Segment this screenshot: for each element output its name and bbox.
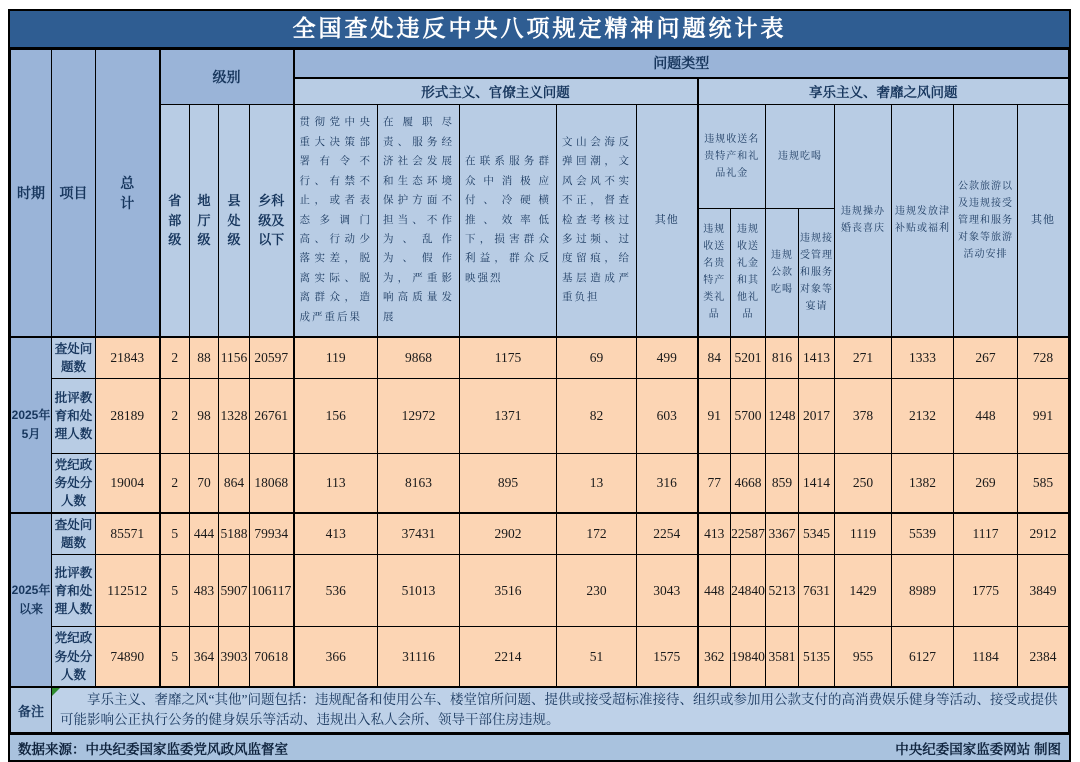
- data-cell: 5213: [766, 555, 799, 627]
- data-cell: 4668: [731, 453, 766, 513]
- period-cell: [11, 513, 52, 687]
- data-cell: 88: [190, 337, 219, 379]
- data-cell: 1414: [799, 453, 835, 513]
- data-cell: 2214: [460, 627, 557, 687]
- data-cell: 728: [1018, 337, 1069, 379]
- data-cell: 448: [954, 378, 1018, 453]
- data-cell: 113: [294, 453, 378, 513]
- col-header-gift-cash: 违规收送礼金和其他礼品: [731, 209, 766, 337]
- data-cell: 5700: [731, 378, 766, 453]
- row-label: 查处问题数: [52, 513, 96, 555]
- data-cell: 3043: [637, 555, 698, 627]
- data-cell: 499: [637, 337, 698, 379]
- col-header-formalism-3: 在联系服务群众中消极应付、冷硬横推、效率低下，损害群众利益，群众反映强烈: [460, 105, 557, 337]
- data-cell: 1575: [637, 627, 698, 687]
- data-cell: 1382: [892, 453, 954, 513]
- col-header-formalism-other: 其他: [637, 105, 698, 337]
- data-cell: 22587: [731, 513, 766, 555]
- level-label: 地厅级: [197, 193, 211, 247]
- data-cell: 51013: [378, 555, 460, 627]
- col-header-formalism-1: 贯彻党中央重大决策部署有令不行、有禁不止，或者表态多调门高、行动少落实差，脱离实际、脱离群众，造成严重后果: [294, 105, 378, 337]
- row-label: 党纪政务处分人数: [52, 453, 96, 513]
- data-cell: 991: [1018, 378, 1069, 453]
- col-header-banquet: 违规接受管理和服务对象等宴请: [799, 209, 835, 337]
- data-cell: 20597: [250, 337, 294, 379]
- data-cell: 106117: [250, 555, 294, 627]
- col-group-hedonism: 享乐主义、奢靡之风问题: [698, 78, 1069, 105]
- data-cell: 8989: [892, 555, 954, 627]
- col-header-formalism-2: 在履职尽责、服务经济社会发展和生态环境保护方面不担当、不作为、乱作为、假作为，严重影响高质量发展: [378, 105, 460, 337]
- data-cell: 316: [637, 453, 698, 513]
- data-cell: 444: [190, 513, 219, 555]
- data-cell: 98: [190, 378, 219, 453]
- period-cell: [11, 337, 52, 514]
- data-cell: 895: [460, 453, 557, 513]
- data-cell: 2384: [1018, 627, 1069, 687]
- data-cell: 366: [294, 627, 378, 687]
- data-cell: 585: [1018, 453, 1069, 513]
- col-header-item: 项目: [52, 50, 96, 337]
- data-cell: 70618: [250, 627, 294, 687]
- data-cell: 5: [160, 513, 190, 555]
- remark-label: 备注: [11, 687, 52, 733]
- col-group-problem-type: 问题类型: [294, 50, 1069, 78]
- level-label: 省部级: [168, 193, 182, 247]
- data-cell: 1333: [892, 337, 954, 379]
- data-cell: 70: [190, 453, 219, 513]
- col-header-level-province: [160, 105, 190, 337]
- data-cell: 3581: [766, 627, 799, 687]
- data-cell: 1175: [460, 337, 557, 379]
- data-cell: 24840: [731, 555, 766, 627]
- data-cell: 1328: [219, 378, 250, 453]
- col-header-period: 时期: [11, 50, 52, 337]
- table-row: [11, 555, 1069, 627]
- data-cell: 9868: [378, 337, 460, 379]
- data-cell: 5345: [799, 513, 835, 555]
- data-cell: 156: [294, 378, 378, 453]
- data-cell: 26761: [250, 378, 294, 453]
- col-header-weddings-funerals: 违规操办婚丧喜庆: [835, 105, 892, 337]
- data-cell: 230: [557, 555, 637, 627]
- col-header-gift-specialty: 违规收送名贵特产类礼品: [698, 209, 731, 337]
- row-label: 批评教育和处理人数: [52, 555, 96, 627]
- data-cell: 19840: [731, 627, 766, 687]
- data-cell: 2: [160, 453, 190, 513]
- table-body: [11, 337, 1069, 687]
- data-cell: 3367: [766, 513, 799, 555]
- footer-bar: [10, 733, 1069, 760]
- table-row: [11, 513, 1069, 555]
- data-cell: 536: [294, 555, 378, 627]
- data-cell: 816: [766, 337, 799, 379]
- data-cell: 12972: [378, 378, 460, 453]
- data-cell: 1413: [799, 337, 835, 379]
- data-cell: 2132: [892, 378, 954, 453]
- data-cell: 13: [557, 453, 637, 513]
- data-cell: 2902: [460, 513, 557, 555]
- statistics-table: [10, 49, 1069, 733]
- table-remark: [11, 687, 1069, 733]
- table-row: [11, 453, 1069, 513]
- data-cell: 5135: [799, 627, 835, 687]
- data-cell: 7631: [799, 555, 835, 627]
- col-group-formalism: 形式主义、官僚主义问题: [294, 78, 698, 105]
- table-header: [11, 50, 1069, 337]
- data-cell: 2254: [637, 513, 698, 555]
- data-cell: 1248: [766, 378, 799, 453]
- data-cell: 31116: [378, 627, 460, 687]
- data-cell: 413: [698, 513, 731, 555]
- period-label: 2025年5月: [11, 407, 51, 441]
- data-cell: 5539: [892, 513, 954, 555]
- data-cell: 82: [557, 378, 637, 453]
- col-group-eating: 违规吃喝: [766, 105, 835, 209]
- data-cell: 378: [835, 378, 892, 453]
- data-cell: 269: [954, 453, 1018, 513]
- col-header-formalism-4: 文山会海反弹回潮，文风会风不实不正，督查检查考核过多过频、过度留痕，给基层造成严重负担: [557, 105, 637, 337]
- data-cell: 74890: [96, 627, 160, 687]
- col-header-public-funds-dining: 违规公款吃喝: [766, 209, 799, 337]
- row-label: 查处问题数: [52, 337, 96, 379]
- data-cell: 5: [160, 555, 190, 627]
- table-row: [11, 378, 1069, 453]
- data-cell: 37431: [378, 513, 460, 555]
- data-cell: 267: [954, 337, 1018, 379]
- data-cell: 91: [698, 378, 731, 453]
- col-header-level-prefecture: [190, 105, 219, 337]
- credit-text: 中央纪委国家监委网站 制图: [895, 741, 1061, 757]
- data-cell: 448: [698, 555, 731, 627]
- data-cell: 2912: [1018, 513, 1069, 555]
- data-cell: 364: [190, 627, 219, 687]
- level-label: 乡科级及以下: [258, 193, 285, 247]
- data-cell: 19004: [96, 453, 160, 513]
- data-cell: 1156: [219, 337, 250, 379]
- data-cell: 112512: [96, 555, 160, 627]
- col-header-total: [96, 50, 160, 337]
- data-cell: 1775: [954, 555, 1018, 627]
- data-cell: 864: [219, 453, 250, 513]
- data-cell: 21843: [96, 337, 160, 379]
- statistics-table-frame: [8, 9, 1071, 762]
- data-cell: 119: [294, 337, 378, 379]
- data-cell: 5: [160, 627, 190, 687]
- level-label: 县处级: [227, 193, 241, 247]
- row-label: 党纪政务处分人数: [52, 627, 96, 687]
- data-cell: 51: [557, 627, 637, 687]
- data-cell: 1184: [954, 627, 1018, 687]
- remark-text-content: 享乐主义、奢靡之风“其他”问题包括：违规配备和使用公车、楼堂馆所问题、提供或接受超标准接待、组织或参加用公款支付的高消费娱乐健身等活动、接受或提供可能影响公正执行公务的健身娱乐等活动、违规出入私人会所、领导干部住房违规。: [60, 691, 1058, 728]
- data-cell: 3516: [460, 555, 557, 627]
- data-cell: 1371: [460, 378, 557, 453]
- data-cell: 1429: [835, 555, 892, 627]
- data-cell: 271: [835, 337, 892, 379]
- data-cell: 3849: [1018, 555, 1069, 627]
- table-row: [11, 337, 1069, 379]
- period-label: 2025年以来: [11, 582, 51, 616]
- col-header-level-township: [250, 105, 294, 337]
- col-group-level: 级别: [160, 50, 294, 105]
- data-cell: 5201: [731, 337, 766, 379]
- table-row: [11, 627, 1069, 687]
- data-cell: 79934: [250, 513, 294, 555]
- data-cell: 77: [698, 453, 731, 513]
- col-header-level-county: [219, 105, 250, 337]
- remark-text: [52, 687, 1069, 733]
- data-cell: 250: [835, 453, 892, 513]
- col-header-total-label: 总计: [120, 174, 135, 211]
- data-cell: 5188: [219, 513, 250, 555]
- col-header-allowances: 违规发放津补贴或福利: [892, 105, 954, 337]
- data-cell: 85571: [96, 513, 160, 555]
- data-cell: 69: [557, 337, 637, 379]
- data-cell: 18068: [250, 453, 294, 513]
- data-cell: 2: [160, 378, 190, 453]
- row-label: 批评教育和处理人数: [52, 378, 96, 453]
- data-cell: 413: [294, 513, 378, 555]
- data-cell: 362: [698, 627, 731, 687]
- data-cell: 955: [835, 627, 892, 687]
- data-cell: 3903: [219, 627, 250, 687]
- data-cell: 603: [637, 378, 698, 453]
- col-group-gifts: 违规收送名贵特产和礼品礼金: [698, 105, 766, 209]
- cell-corner-marker-icon: [52, 688, 60, 696]
- data-cell: 6127: [892, 627, 954, 687]
- page-title: 全国查处违反中央八项规定精神问题统计表: [10, 11, 1069, 49]
- data-cell: 2017: [799, 378, 835, 453]
- data-cell: 84: [698, 337, 731, 379]
- data-cell: 483: [190, 555, 219, 627]
- col-header-hedonism-other: 其他: [1018, 105, 1069, 337]
- data-cell: 8163: [378, 453, 460, 513]
- data-cell: 1119: [835, 513, 892, 555]
- data-cell: 5907: [219, 555, 250, 627]
- col-header-public-travel: 公款旅游以及违规接受管理和服务对象等旅游活动安排: [954, 105, 1018, 337]
- data-cell: 172: [557, 513, 637, 555]
- data-cell: 2: [160, 337, 190, 379]
- data-cell: 1117: [954, 513, 1018, 555]
- data-source-text: 数据来源：中央纪委国家监委党风政风监督室: [18, 741, 288, 757]
- data-cell: 859: [766, 453, 799, 513]
- data-cell: 28189: [96, 378, 160, 453]
